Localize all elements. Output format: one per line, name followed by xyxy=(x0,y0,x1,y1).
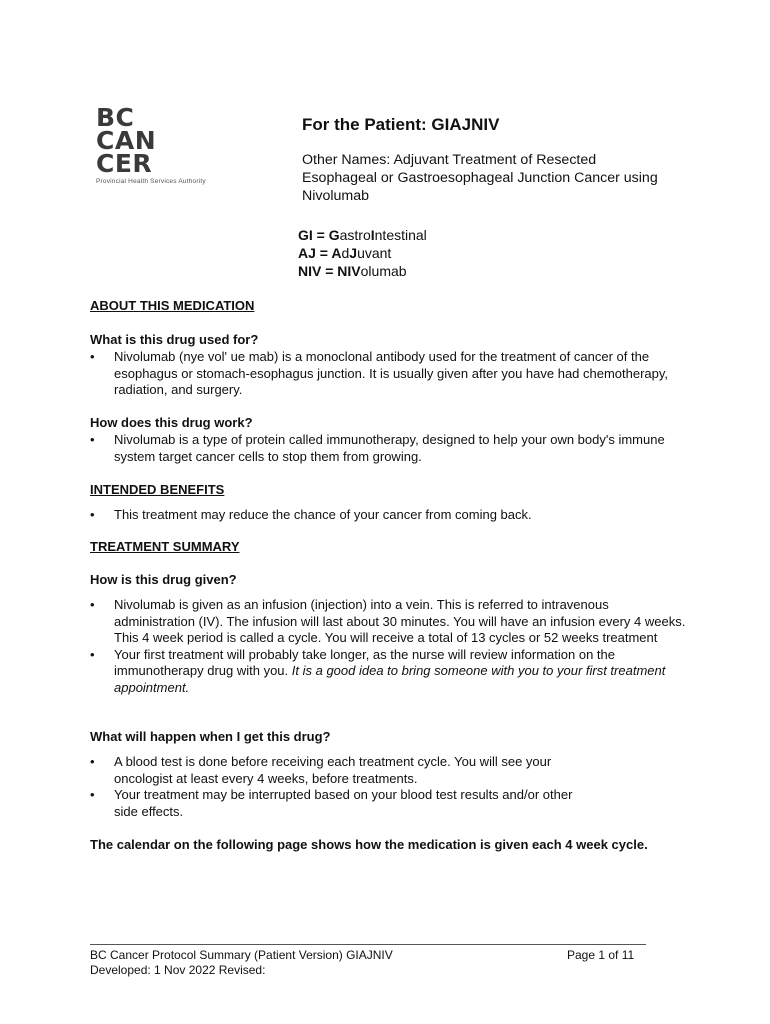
question-how-works: How does this drug work? xyxy=(90,415,253,430)
list-item: • Nivolumab is given as an infusion (injection) into a vein. This is referred to intravenous administration (IV). The infusion will last about 30 minutes. You will have an infusion every 4 weeks. This 4 week period is called a cycle. You will receive a total of 13 cycles or 52 weeks treatment xyxy=(90,597,690,647)
question-how-given: How is this drug given? xyxy=(90,572,237,587)
how-works-list xyxy=(90,432,665,465)
other-names xyxy=(302,151,722,205)
treatment-summary-heading: TREATMENT SUMMARY xyxy=(90,539,240,554)
used-for-list xyxy=(90,349,670,399)
list-item: • Nivolumab (nye vol' ue mab) is a monoclonal antibody used for the treatment of cancer of the esophagus or stomach-esophagus junction. It is usually given after you have had chemotherapy, radiation, and surgery. xyxy=(90,349,670,399)
footer-protocol: BC Cancer Protocol Summary (Patient Version) GIAJNIV xyxy=(90,948,393,962)
list-item: • A blood test is done before receiving each treatment cycle. You will see your oncologist at least every 4 weeks, before treatments. xyxy=(90,754,590,787)
acronym-gi: GI = GastroIntestinal xyxy=(298,227,427,243)
what-happens-list xyxy=(90,754,590,820)
about-heading: ABOUT THIS MEDICATION xyxy=(90,298,255,313)
benefits-list xyxy=(90,507,670,524)
question-used-for: What is this drug used for? xyxy=(90,332,259,347)
list-item: • Your treatment may be interrupted based on your blood test results and/or other side effects. xyxy=(90,787,590,820)
acronym-aj: AJ = AdJuvant xyxy=(298,245,392,261)
other-names-line-1: Other Names: Adjuvant Treatment of Resected xyxy=(302,152,597,168)
list-item: • Your first treatment will probably take longer, as the nurse will review information on the immunotherapy drug with you. It is a good idea to bring someone with you to your first treatment appointment. xyxy=(90,647,690,697)
other-names-line-3: Nivolumab xyxy=(302,188,370,204)
acronym-niv: NIV = NIVolumab xyxy=(298,263,407,279)
footer-left xyxy=(90,948,393,977)
list-item: • Nivolumab is a type of protein called immunotherapy, designed to help your own body's immune system target cancer cells to stop them from growing. xyxy=(90,432,665,465)
logo-line-2: CAN xyxy=(96,126,157,155)
benefits-heading: INTENDED BENEFITS xyxy=(90,482,225,497)
footer-dates: Developed: 1 Nov 2022 Revised: xyxy=(90,962,266,977)
document-title: For the Patient: GIAJNIV xyxy=(302,115,500,134)
protocol-acronyms xyxy=(298,226,427,280)
logo-line-3: CER xyxy=(96,149,153,178)
list-item: • This treatment may reduce the chance of your cancer from coming back. xyxy=(90,507,670,524)
logo-subtitle: Provincial Health Services Authority xyxy=(96,178,206,185)
logo-line-1: BC xyxy=(96,103,135,132)
other-names-line-2: Esophageal or Gastroesophageal Junction Cancer using xyxy=(302,170,658,186)
page-number: Page 1 of 11 xyxy=(567,948,635,962)
question-what-happens: What will happen when I get this drug? xyxy=(90,729,331,744)
bc-cancer-logo xyxy=(96,103,226,185)
calendar-note: The calendar on the following page shows how the medication is given each 4 week cycle. xyxy=(90,837,648,852)
footer-divider xyxy=(90,944,646,945)
how-given-list xyxy=(90,597,690,696)
